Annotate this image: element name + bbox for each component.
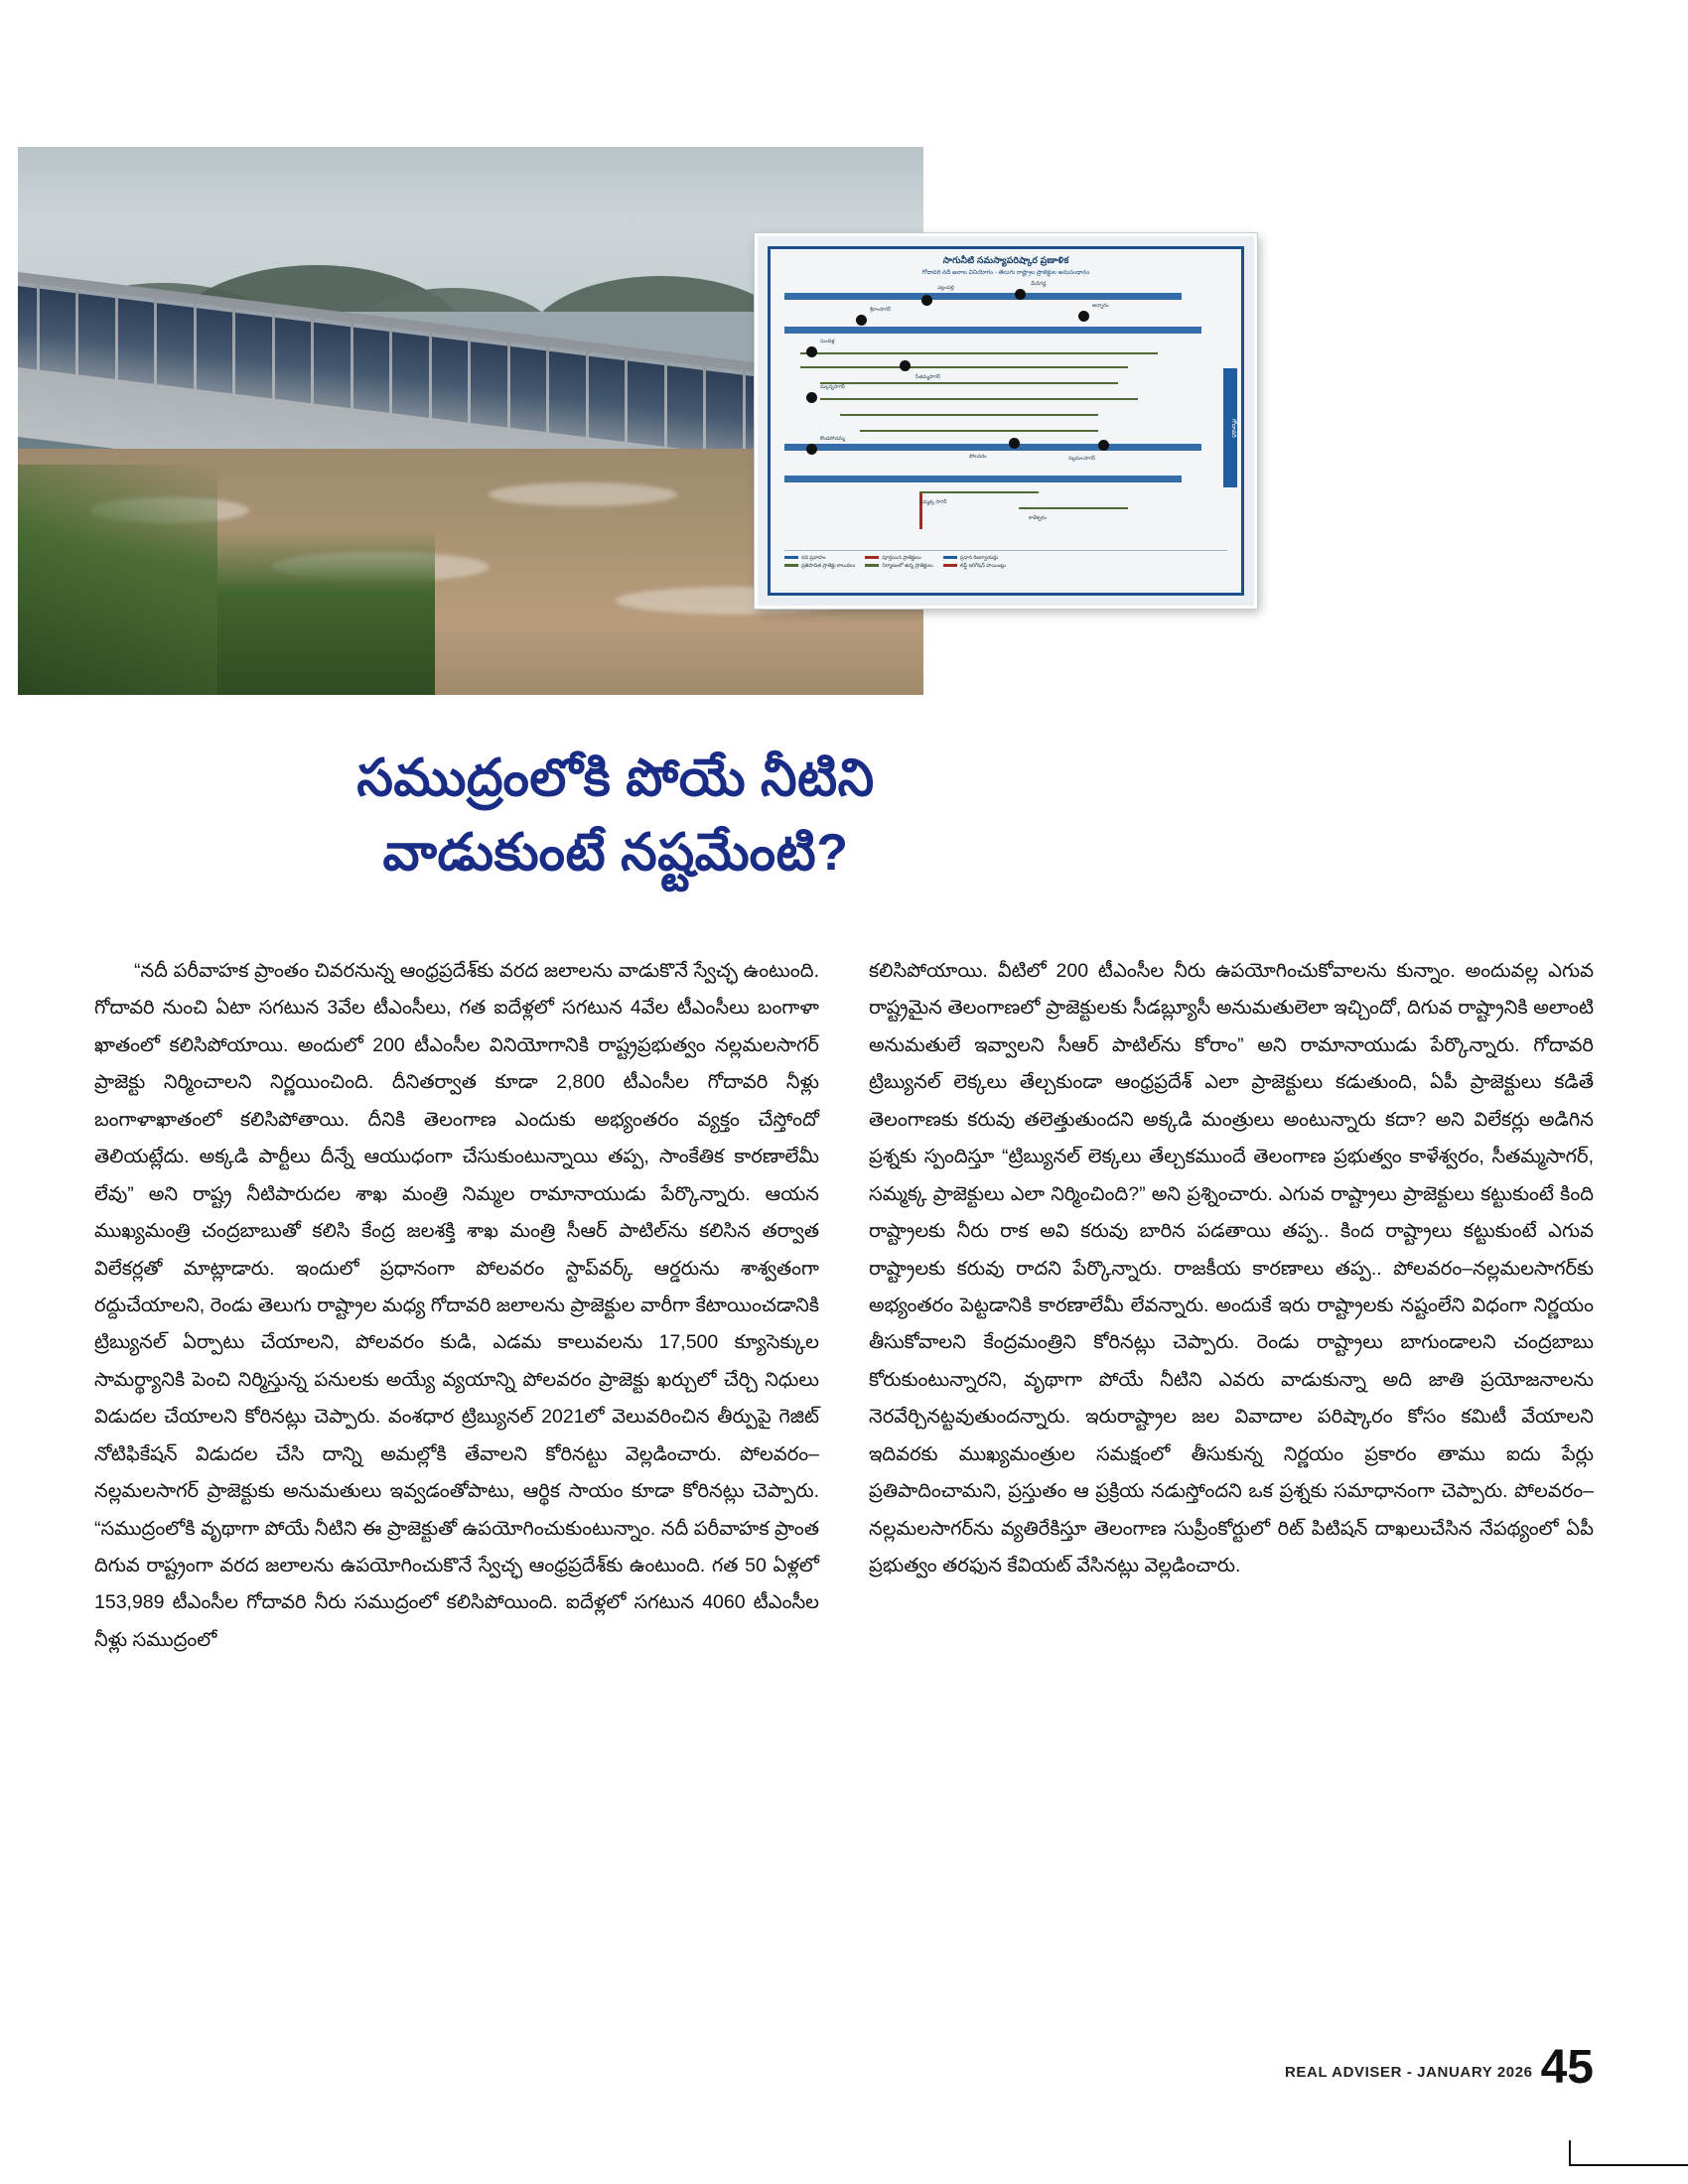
map-node [1015, 289, 1026, 300]
map-node-label: మేడిగడ్డ [1031, 281, 1047, 287]
map-canal-line [860, 430, 1098, 432]
map-node-label: కాళేశ్వరం [1029, 515, 1047, 521]
legend-swatch-lift-icon [943, 564, 957, 567]
map-node [856, 315, 867, 326]
paragraph: కలిసిపోయాయి. వీటిలో 200 టీఎంసీల నీరు ఉపయోగించుకోవాలను కున్నాం. అందువల్ల ఎగువ రాష్ట్రమైన తెలంగాణలో ప్రాజెక్టులకు సీడబ్ల్యూసీ అనుమతులెలా ఇచ్చిందో, దిగువ రాష్ట్రానికి అలాంటి అనుమతులే ఇవ్వాలని సీఆర్ పాటిల్‌ను కోరాం” అని రామానాయుడు పేర్కొన్నారు. గోదావరి ట్రిబ్యునల్ లెక్కలు తేల్చకుండా ఆంధ్రప్రదేశ్ ఎలా ప్రాజెక్టులు కడుతుంది, ఏపీ ప్రాజెక్టులు కడితే తెలంగాణకు కరువు తలెత్తుతుందని అక్కడి మంత్రులు అంటున్నారు కదా? అని విలేకర్లు అడిగిన ప్రశ్నకు స్పందిస్తూ “ట్రిబ్యునల్ లెక్కలు తేల్చకముందే తెలంగాణ ప్రభుత్వం కాళేశ్వరం, సీతమ్మసాగర్, సమ్మక్క ప్రాజెక్టులు ఎలా నిర్మించింది?” అని ప్రశ్నించారు. ఎగువ రాష్ట్రాలు ప్రాజెక్టులు కట్టుకుంటే కింది రాష్ట్రాలకు నీరు రాక అవి కరువు బారిన పడతాయి తప్ప.. కింద రాష్ట్రాలు కట్టుకుంటే ఎగువ రాష్ట్రాలకు కరువు రాదని పేర్కొన్నారు. రాజకీయ కారణాలు తప్ప.. పోలవరం–నల్లమలసాగర్‌కు అభ్యంతరం పెట్టడానికి కారణాలేమీ లేవన్నారు. అందుకే ఇరు రాష్ట్రాలకు నష్టంలేని విధంగా నిర్ణయం తీసుకోవాలని కేంద్రమంత్రిని కోరినట్లు చెప్పారు. రెండు రాష్ట్రాలు బాగుండాలని చంద్రబాబు కోరుకుంటున్నారని, వృథాగా పోయే నీటిని ఎవరు వాడుకున్నా అది జాతి ప్రయోజనాలను నెరవేర్చినట్టవుతుందన్నారు. ఇరురాష్ట్రాల జల వివాదాల పరిష్కారం కోసం కమిటీ వేయాలని ఇదివరకు ముఖ్యమంత్రుల సమక్షంలో తీసుకున్న నిర్ణయం ప్రకారం తాము ఐదు పేర్లు ప్రతిపాదించామని, ప్రస్తుతం ఆ ప్రక్రియ నడుస్తోందని ఒక ప్రశ్నకు సమాధానంగా చెప్పారు. పోలవరం–నల్లమలసాగర్‌ను వ్యతిరేకిస్తూ తెలంగాణ సుప్రీంకోర్టులో రిట్ పిటిషన్ దాఖలుచేసిన నేపథ్యంలో ఏపీ ప్రభుత్వం తరఫున కేవియట్ వేసినట్లు వెల్లడించారు. [869, 960, 1594, 1576]
map-title: సాగునీటి సమస్యాపరిష్కార ప్రణాళిక [942, 255, 1069, 265]
map-node-label: సుందిళ్ల [820, 339, 835, 344]
legend-label: నిర్మాణంలో ఉన్న ప్రాజెక్టులు [882, 562, 933, 569]
legend-label: ప్రతిపాదిత ప్రాజెక్టు కాలువలు [801, 562, 856, 569]
article-column-right [869, 953, 1594, 1659]
map-node [921, 295, 932, 306]
map-canal-line [1019, 507, 1128, 509]
legend-column [943, 555, 1006, 585]
article-column-left [94, 953, 819, 1659]
legend-label: లిఫ్ట్ ఇరిగేషన్ పాయింట్లు [959, 562, 1006, 569]
map-node [1009, 438, 1020, 449]
map-node [1098, 440, 1109, 451]
map-side-label: గోదావరి [1223, 368, 1237, 487]
map-node-label: నల్లమలసాగర్ [1068, 456, 1095, 462]
map-canal-line [820, 398, 1138, 400]
legend-swatch-completed-icon [865, 556, 879, 559]
legend-swatch-reservoir-icon [943, 556, 957, 559]
map-node-label: పోలవరం [969, 454, 987, 460]
legend-label: పూర్తయిన ప్రాజెక్టులు [882, 555, 921, 561]
legend-swatch-underconstruction-icon [865, 564, 879, 567]
footer-publication-label: REAL ADVISER - JANUARY 2026 [1285, 2064, 1533, 2081]
article-body [94, 953, 1594, 1659]
map-frame [768, 246, 1244, 596]
legend-column [784, 555, 855, 585]
page-number: 45 [1540, 2040, 1594, 2094]
map-band [784, 293, 1182, 300]
map-canal-line [840, 414, 1098, 416]
map-canal-line [800, 366, 1128, 368]
legend-column [865, 555, 932, 585]
page-footer [1285, 2040, 1594, 2094]
map-node-label: సీతమ్మసాగర్ [915, 374, 940, 380]
map-node [900, 360, 911, 371]
map-canal-line [820, 382, 1118, 384]
footer-rule-tick [1569, 2140, 1571, 2166]
map-node-label: శ్రీరాంసాగర్ [870, 307, 891, 313]
map-band [784, 444, 1201, 451]
map-node-label: సమ్మక్క సాగర్ [919, 499, 947, 505]
map-canal-line-red [919, 491, 922, 529]
legend-label: ప్రధాన రిజర్వాయర్లు [959, 555, 999, 561]
irrigation-schematic-map [755, 233, 1257, 609]
map-node [806, 392, 817, 403]
map-band [784, 476, 1182, 482]
map-node-label: మల్లన్నసాగర్ [820, 384, 845, 390]
paragraph: “నదీ పరీవాహక ప్రాంతం చివరనున్న ఆంధ్రప్రదేశ్‌కు వరద జలాలను వాడుకొనే స్వేచ్ఛ ఉంటుంది. గోదావరి నుంచి ఏటా సగటున 3వేల టీఎంసీలు, గత ఐదేళ్లలో సగటున 4వేల టీఎంసీలు బంగాళా ఖాతంలో కలిసిపోయాయి. అందులో 200 టీఎంసీల వినియోగానికి రాష్ట్రప్రభుత్వం నల్లమలసాగర్ ప్రాజెక్టు నిర్మించాలని నిర్ణయించింది. దీనితర్వాత కూడా 2,800 టీఎంసీల గోదావరి నీళ్లు బంగాళాఖాతంలో కలిసిపోతాయి. దీనికి తెలంగాణ ఎందుకు అభ్యంతరం వ్యక్తం చేస్తోందో తెలియట్లేదు. అక్కడి పార్టీలు దీన్నే ఆయుధంగా చేసుకుంటున్నాయి తప్ప, సాంకేతిక కారణాలేమీ లేవు” అని రాష్ట్ర నీటిపారుదల శాఖ మంత్రి నిమ్మల రామానాయుడు పేర్కొన్నారు. ఆయన ముఖ్యమంత్రి చంద్రబాబుతో కలిసి కేంద్ర జలశక్తి శాఖ మంత్రి సీఆర్ పాటిల్‌ను కలిసిన తర్వాత విలేకర్లతో మాట్లాడారు. ఇందులో ప్రధానంగా పోలవరం స్టాప్‌వర్క్ ఆర్డరును శాశ్వతంగా రద్దుచేయాలని, రెండు తెలుగు రాష్ట్రాల మధ్య గోదావరి జలాలను ప్రాజెక్టుల వారీగా కేటాయించడానికి ట్రిబ్యునల్ ఏర్పాటు చేయాలని, పోలవరం కుడి, ఎడమ కాలువలను 17,500 క్యూసెక్కుల సామర్థ్యానికి పెంచి నిర్మిస్తున్న పనులకు అయ్యే వ్యయాన్ని పోలవరం ప్రాజెక్టు ఖర్చులో చేర్చి నిధులు విడుదల చేయాలని కోరినట్లు చెప్పారు. వంశధార ట్రిబ్యునల్ 2021లో వెలువరించిన తీర్పుపై గెజిట్ నోటిఫికేషన్ విడుదల చేసి దాన్ని అమల్లోకి తేవాలని కోరినట్టు వెల్లడించారు. పోలవరం–నల్లమలసాగర్ ప్రాజెక్టుకు అనుమతులు ఇవ్వడంతోపాటు, ఆర్థిక సాయం కూడా కోరినట్లు చెప్పారు. “సముద్రంలోకి వృథాగా పోయే నీటిని ఈ ప్రాజెక్టుతో ఉపయోగించుకుంటున్నాం. నదీ పరీవాహక ప్రాంత దిగువ రాష్ట్రంగా వరద జలాలను ఉపయోగించుకొనే స్వేచ్ఛ ఆంధ్రప్రదేశ్‌కు ఉంటుంది. గత 50 ఏళ్లలో 153,989 టీఎంసీల గోదావరి నీరు సముద్రంలో కలిసిపోయింది. ఐదేళ్లలో సగటున 4060 టీఎంసీల నీళ్లు సముద్రంలో [94, 960, 819, 1651]
map-node [806, 444, 817, 455]
map-canal-line [800, 352, 1158, 354]
footer-rule [1569, 2164, 1688, 2166]
map-legend [784, 550, 1227, 585]
headline-line-1: సముద్రంలోకి పోయే నీటిని [356, 749, 875, 807]
map-band [784, 327, 1201, 334]
legend-swatch-river-icon [784, 556, 798, 559]
legend-swatch-canal-icon [784, 564, 798, 567]
page-title [119, 742, 1112, 891]
map-node [806, 346, 817, 357]
map-node-label: కొండపోచమ్మ [820, 436, 845, 442]
map-subtitle: గోదావరి నదీ జలాల వినియోగం - తెలుగు రాష్ట్రాల ప్రాజెక్టుల అనుసంధానం [921, 270, 1090, 276]
photo-foreground-grass-near [18, 465, 217, 695]
map-node-label: ఎల్లంపల్లి [937, 285, 954, 291]
map-node-label: అన్నారం [1092, 303, 1109, 309]
legend-label: నది ప్రవాహం [801, 555, 826, 561]
map-canal-line [919, 491, 1039, 493]
headline-line-2: వాడుకుంటే నష్టమేంటి? [382, 824, 849, 883]
map-node [1078, 311, 1089, 322]
